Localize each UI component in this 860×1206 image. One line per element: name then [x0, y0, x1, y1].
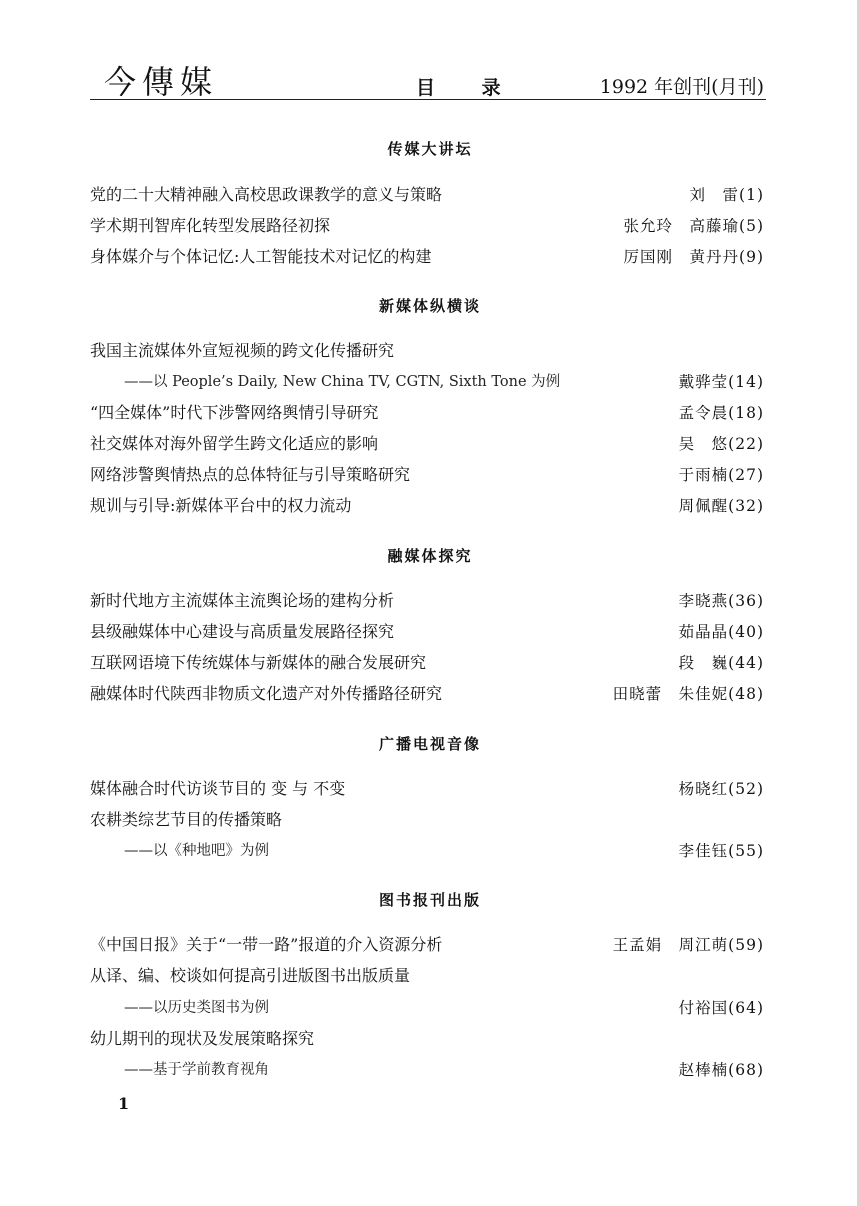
entry-title: ——以 People’s Daily, New China TV, CGTN, Sixth Tone 为例 — [124, 374, 561, 390]
entry-title: 幼儿期刊的现状及发展策略探究 — [90, 1029, 315, 1048]
entry-author-page: 周佩醒(32) — [678, 497, 764, 515]
entry-author-page: 杨晓红(52) — [678, 780, 764, 798]
entry-title: 党的二十大精神融入高校思政课教学的意义与策略 — [90, 185, 443, 204]
toc-entry — [90, 494, 766, 518]
toc-entry — [90, 245, 766, 269]
toc-entry — [90, 777, 766, 801]
entry-author-page: 李晓燕(36) — [678, 592, 764, 610]
section-title: 新媒体纵横谈 — [378, 297, 481, 315]
entry-author-page: 茹晶晶(40) — [678, 623, 764, 641]
toc-entry — [90, 339, 766, 363]
entry-author-page: 于雨楠(27) — [678, 466, 764, 484]
entry-author-page: 田晓蕾 朱佳妮(48) — [612, 685, 764, 703]
toc-entry — [90, 651, 766, 675]
entry-author-page: 吴 悠(22) — [678, 435, 764, 453]
contents-title: 目 录 — [416, 77, 521, 99]
toc-entry — [90, 964, 766, 988]
entry-title: 县级融媒体中心建设与高质量发展路径探究 — [90, 622, 395, 641]
journal-logo: 今傳媒 — [104, 63, 219, 101]
entry-author-page: 赵棒楠(68) — [678, 1061, 764, 1079]
entry-title: ——以历史类图书为例 — [124, 1000, 269, 1016]
toc-entry — [90, 1058, 766, 1082]
toc-entry — [90, 1027, 766, 1051]
toc-entry — [90, 808, 766, 832]
toc-entry — [90, 183, 766, 207]
entry-title: 网络涉警舆情热点的总体特征与引导策略研究 — [90, 465, 411, 484]
toc-entry — [90, 589, 766, 613]
toc-entry — [90, 682, 766, 706]
entry-title: ——以《种地吧》为例 — [124, 843, 269, 859]
entry-title: 媒体融合时代访谈节目的 变 与 不变 — [90, 779, 346, 798]
section-title: 融媒体探究 — [387, 547, 473, 565]
toc-entry — [90, 463, 766, 487]
entry-title: 从译、编、校谈如何提高引进版图书出版质量 — [90, 966, 411, 985]
masthead — [90, 55, 766, 100]
entry-author-page: 戴骅莹(14) — [678, 373, 764, 391]
entry-title: ——基于学前教育视角 — [124, 1062, 269, 1078]
entry-title: “四全媒体”时代下涉警网络舆情引导研究 — [90, 403, 379, 422]
toc-entry — [90, 214, 766, 238]
entry-title: 我国主流媒体外宣短视频的跨文化传播研究 — [90, 341, 395, 360]
toc-entry — [90, 370, 766, 394]
page-number: 1 — [118, 1094, 130, 1113]
entry-title: 融媒体时代陕西非物质文化遗产对外传播路径研究 — [90, 684, 443, 703]
section-title: 图书报刊出版 — [378, 891, 481, 909]
section-title: 广播电视音像 — [378, 735, 481, 753]
entry-author-page: 厉国刚 黄丹丹(9) — [623, 248, 764, 266]
entry-title: 学术期刊智库化转型发展路径初探 — [90, 216, 331, 235]
entry-title: 规训与引导:新媒体平台中的权力流动 — [90, 496, 352, 515]
entry-author-page: 段 巍(44) — [678, 654, 764, 672]
entry-title: 身体媒介与个体记忆:人工智能技术对记忆的构建 — [90, 247, 432, 266]
entry-author-page: 李佳钰(55) — [678, 842, 764, 860]
entry-author-page: 张允玲 高藤瑜(5) — [623, 217, 764, 235]
toc-entry — [90, 839, 766, 863]
entry-title: 农耕类综艺节目的传播策略 — [90, 810, 283, 829]
toc-entry — [90, 620, 766, 644]
toc-entry — [90, 996, 766, 1020]
entry-author-page: 王孟娟 周江萌(59) — [612, 936, 764, 954]
entry-author-page: 刘 雷(1) — [689, 186, 764, 204]
entry-author-page: 孟令晨(18) — [678, 404, 764, 422]
entry-title: 社交媒体对海外留学生跨文化适应的影响 — [90, 434, 379, 453]
founding-info: 1992 年创刊(月刊) — [599, 76, 764, 98]
toc-entry — [90, 933, 766, 957]
entry-author-page: 付裕国(64) — [678, 999, 764, 1017]
toc-entry — [90, 401, 766, 425]
entry-title: 《中国日报》关于“一带一路”报道的介入资源分析 — [90, 935, 443, 954]
toc-entry — [90, 432, 766, 456]
section-title: 传媒大讲坛 — [387, 140, 473, 158]
entry-title: 互联网语境下传统媒体与新媒体的融合发展研究 — [90, 653, 427, 672]
entry-title: 新时代地方主流媒体主流舆论场的建构分析 — [90, 591, 395, 610]
